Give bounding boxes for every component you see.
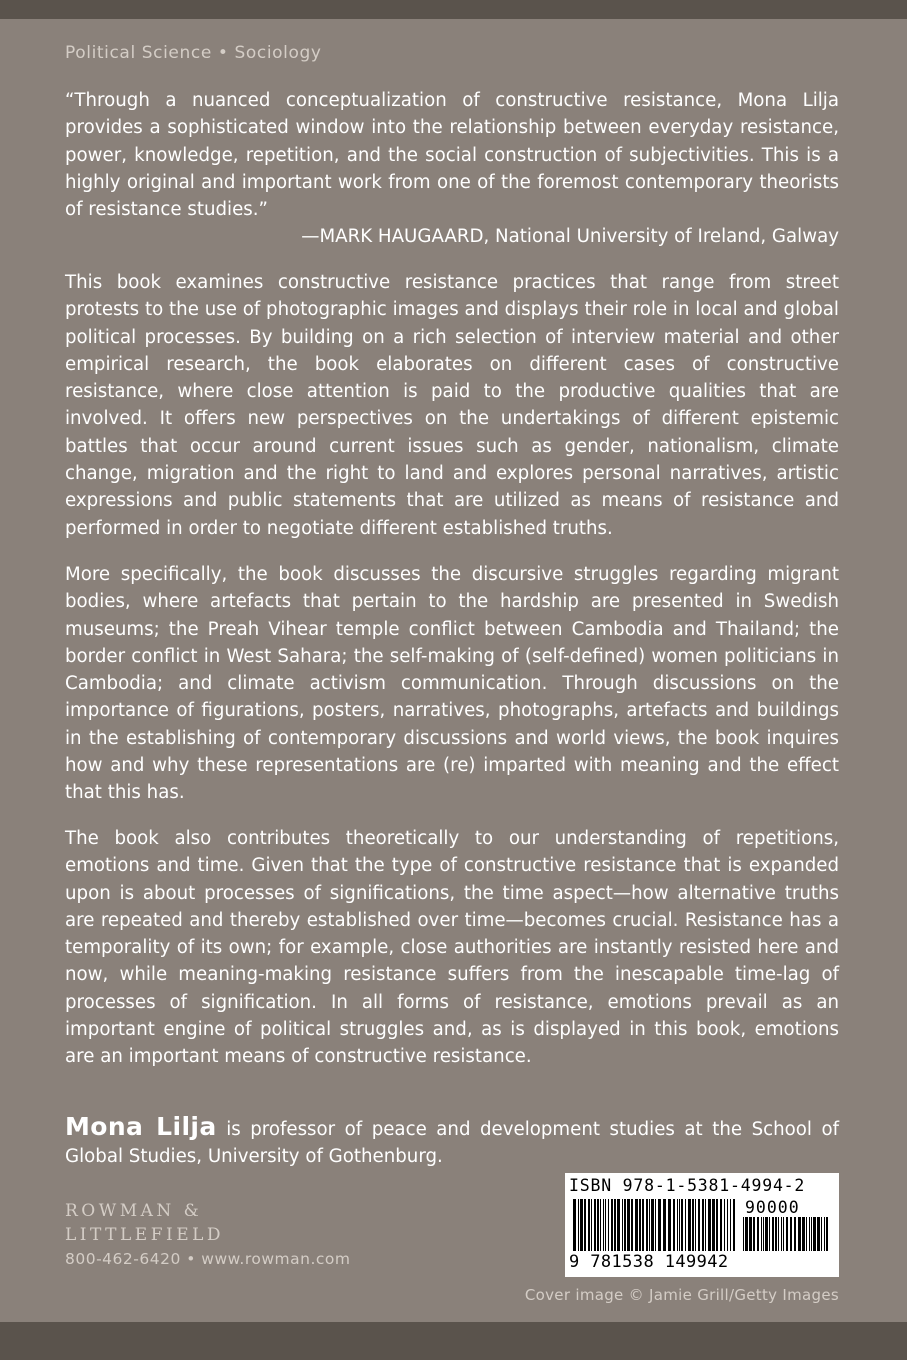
barcode-bar — [720, 1199, 722, 1251]
barcode-bar — [681, 1199, 683, 1251]
barcode-bar — [745, 1217, 748, 1251]
ean-barcode-icon — [573, 1199, 739, 1251]
barcode-bar — [673, 1199, 675, 1251]
barcode-bar — [772, 1217, 774, 1251]
endorsement-quote — [65, 87, 839, 251]
description-paragraph-2: More specifically, the book discusses the discursive struggles regarding migrant bodies, where artefacts that pertain to the hardship are presented in Swedish museums; the Preah Vihear temple conflict between Cambodia and Thailand; the border conflict in West Sahara; the self-making of (self-defined) women politicians in Cambodia; and climate activism communication. Through discussions on the importance of figurations, posters, narratives, photographs, artefacts and buildings in the establishing of contemporary discussions and world views, the book inquires how and why these representations are (re) imparted with meaning and the effect that this has. — [65, 564, 839, 804]
barcode-bar — [642, 1199, 644, 1251]
barcode-bar — [597, 1199, 599, 1251]
barcode-bar — [695, 1199, 696, 1251]
publisher-contact: 800-462-6420 • www.rowman.com — [65, 1250, 351, 1268]
cover-image-credit: Cover image © Jamie Grill/Getty Images — [524, 1286, 839, 1304]
barcode-bar — [753, 1217, 755, 1251]
barcode-bar — [663, 1199, 666, 1251]
barcode-bar — [591, 1199, 592, 1251]
barcode-bar — [658, 1199, 661, 1251]
barcode-bar — [635, 1199, 638, 1251]
barcode-bar — [600, 1199, 601, 1251]
barcode-bar — [688, 1199, 691, 1251]
barcode-box — [565, 1173, 839, 1277]
barcode-bar — [608, 1199, 609, 1251]
publisher-name-line1: ROWMAN & — [65, 1201, 203, 1221]
barcode-bar — [806, 1217, 807, 1251]
barcode-bar — [578, 1199, 579, 1251]
author-name: Mona Lilja — [65, 1112, 217, 1141]
barcode-bar — [655, 1199, 656, 1251]
barcode-bar — [775, 1217, 777, 1251]
barcode-bar — [651, 1199, 654, 1251]
barcode-bar — [809, 1217, 810, 1251]
barcode-bar — [698, 1199, 700, 1251]
category-label: Political Science • Sociology — [65, 43, 322, 63]
barcode-bar — [817, 1217, 820, 1251]
author-bio — [65, 1113, 839, 1171]
barcode-bar — [761, 1217, 762, 1251]
publisher-logo — [65, 1199, 224, 1247]
publisher-name-line2: LITTLEFIELD — [65, 1225, 225, 1245]
barcode-bar — [733, 1199, 735, 1251]
barcode-bar — [786, 1217, 788, 1251]
isbn-number: ISBN 978-1-5381-4994-2 — [569, 1176, 806, 1195]
barcode-bar — [639, 1199, 641, 1251]
price-barcode-icon — [743, 1217, 831, 1251]
description-paragraph-1: This book examines constructive resistance practices that range from street protests to the use of photographic images and displays their role in local and global political processes. By building on a rich selection of interview material and other empirical research, the book elaborates on different cases of constructive resistance, where close attention is paid to the productive qualities that are involved. It offers new perspectives on the undertakings of different epistemic battles that occur around current issues such as gender, nationalism, climate change, migration and the right to land and explores personal narratives, artistic expressions and public statements that are utilized as means of resistance and performed in order to negotiate different established truths. — [65, 272, 839, 539]
barcode-bar — [611, 1199, 613, 1251]
barcode-bar — [614, 1199, 616, 1251]
barcode-bar — [724, 1199, 725, 1251]
author-bio-text: is professor of peace and development studies at the School of Global Studies, University of Gothenburg. — [65, 1119, 839, 1168]
barcode-bar — [627, 1199, 630, 1251]
barcode-bar — [794, 1217, 796, 1251]
barcode-bar — [781, 1217, 782, 1251]
barcode-bar — [605, 1199, 606, 1251]
quote-attribution: —MARK HAUGAARD, National University of Ireland, Galway — [301, 226, 839, 248]
barcode-bar — [712, 1199, 715, 1251]
barcode-bar — [765, 1217, 768, 1251]
barcode-bar — [646, 1199, 648, 1251]
barcode-bar — [769, 1217, 770, 1251]
barcode-bar — [668, 1199, 671, 1251]
barcode-bar — [622, 1199, 623, 1251]
barcode-bar — [727, 1199, 728, 1251]
barcode-bar — [821, 1217, 822, 1251]
barcode-bar — [617, 1199, 620, 1251]
barcode-bar — [594, 1199, 596, 1251]
barcode-bar — [702, 1199, 704, 1251]
barcode-bar — [679, 1199, 680, 1251]
barcode-bar — [573, 1199, 576, 1251]
barcode-bar — [798, 1217, 801, 1251]
barcode-bar — [813, 1217, 816, 1251]
barcode-bar — [624, 1199, 626, 1251]
barcode-bar — [763, 1217, 764, 1251]
barcode-bar — [824, 1217, 825, 1251]
barcode-bar — [584, 1199, 586, 1251]
barcode-bar — [743, 1217, 744, 1251]
barcode-bar — [716, 1199, 718, 1251]
barcode-bar — [749, 1217, 752, 1251]
barcode-bar — [708, 1199, 711, 1251]
barcode-bar — [802, 1217, 805, 1251]
barcode-bar — [790, 1217, 792, 1251]
barcode-bar — [677, 1199, 678, 1251]
barcode-bar — [649, 1199, 650, 1251]
barcode-bar — [778, 1217, 779, 1251]
barcode-bar — [588, 1199, 590, 1251]
barcode-bar — [705, 1199, 706, 1251]
description-paragraph-3: The book also contributes theoretically to our understanding of repetitions, emotions and time. Given that the type of constructive resistance that is expanded upon is about processes of significations, the time aspect—how alternative truths are repeated and thereby established over time—becomes crucial. Resistance has a temporality of its own; for example, close authorities are instantly resisted here and now, while meaning-making resistance suffers from the inescapable time-lag of processes of signification. In all forms of resistance, emotions prevail as an important engine of political struggles and, as is displayed in this book, emotions are an important means of constructive resistance. — [65, 828, 839, 1068]
price-code: 90000 — [745, 1198, 800, 1217]
ean-number: 9 781538 149942 — [569, 1252, 729, 1272]
barcode-bar — [826, 1217, 828, 1251]
barcode-bar — [580, 1199, 583, 1251]
barcode-bar — [730, 1199, 731, 1251]
barcode-bar — [757, 1217, 759, 1251]
quote-text: “Through a nuanced conceptualization of constructive resistance, Mona Lilja provides a sophisticated window into the relationship between everyday resistance, power, knowledge, repetition, and the social construction of subjectivities. This is a highly original and important work from one of the foremost contemporary theorists of resistance studies.” — [65, 90, 839, 221]
barcode-bar — [631, 1199, 633, 1251]
barcode-bar — [783, 1217, 784, 1251]
barcode-bar — [603, 1199, 604, 1251]
barcode-bar — [692, 1199, 694, 1251]
barcode-bar — [685, 1199, 686, 1251]
barcode-bar — [811, 1217, 812, 1251]
